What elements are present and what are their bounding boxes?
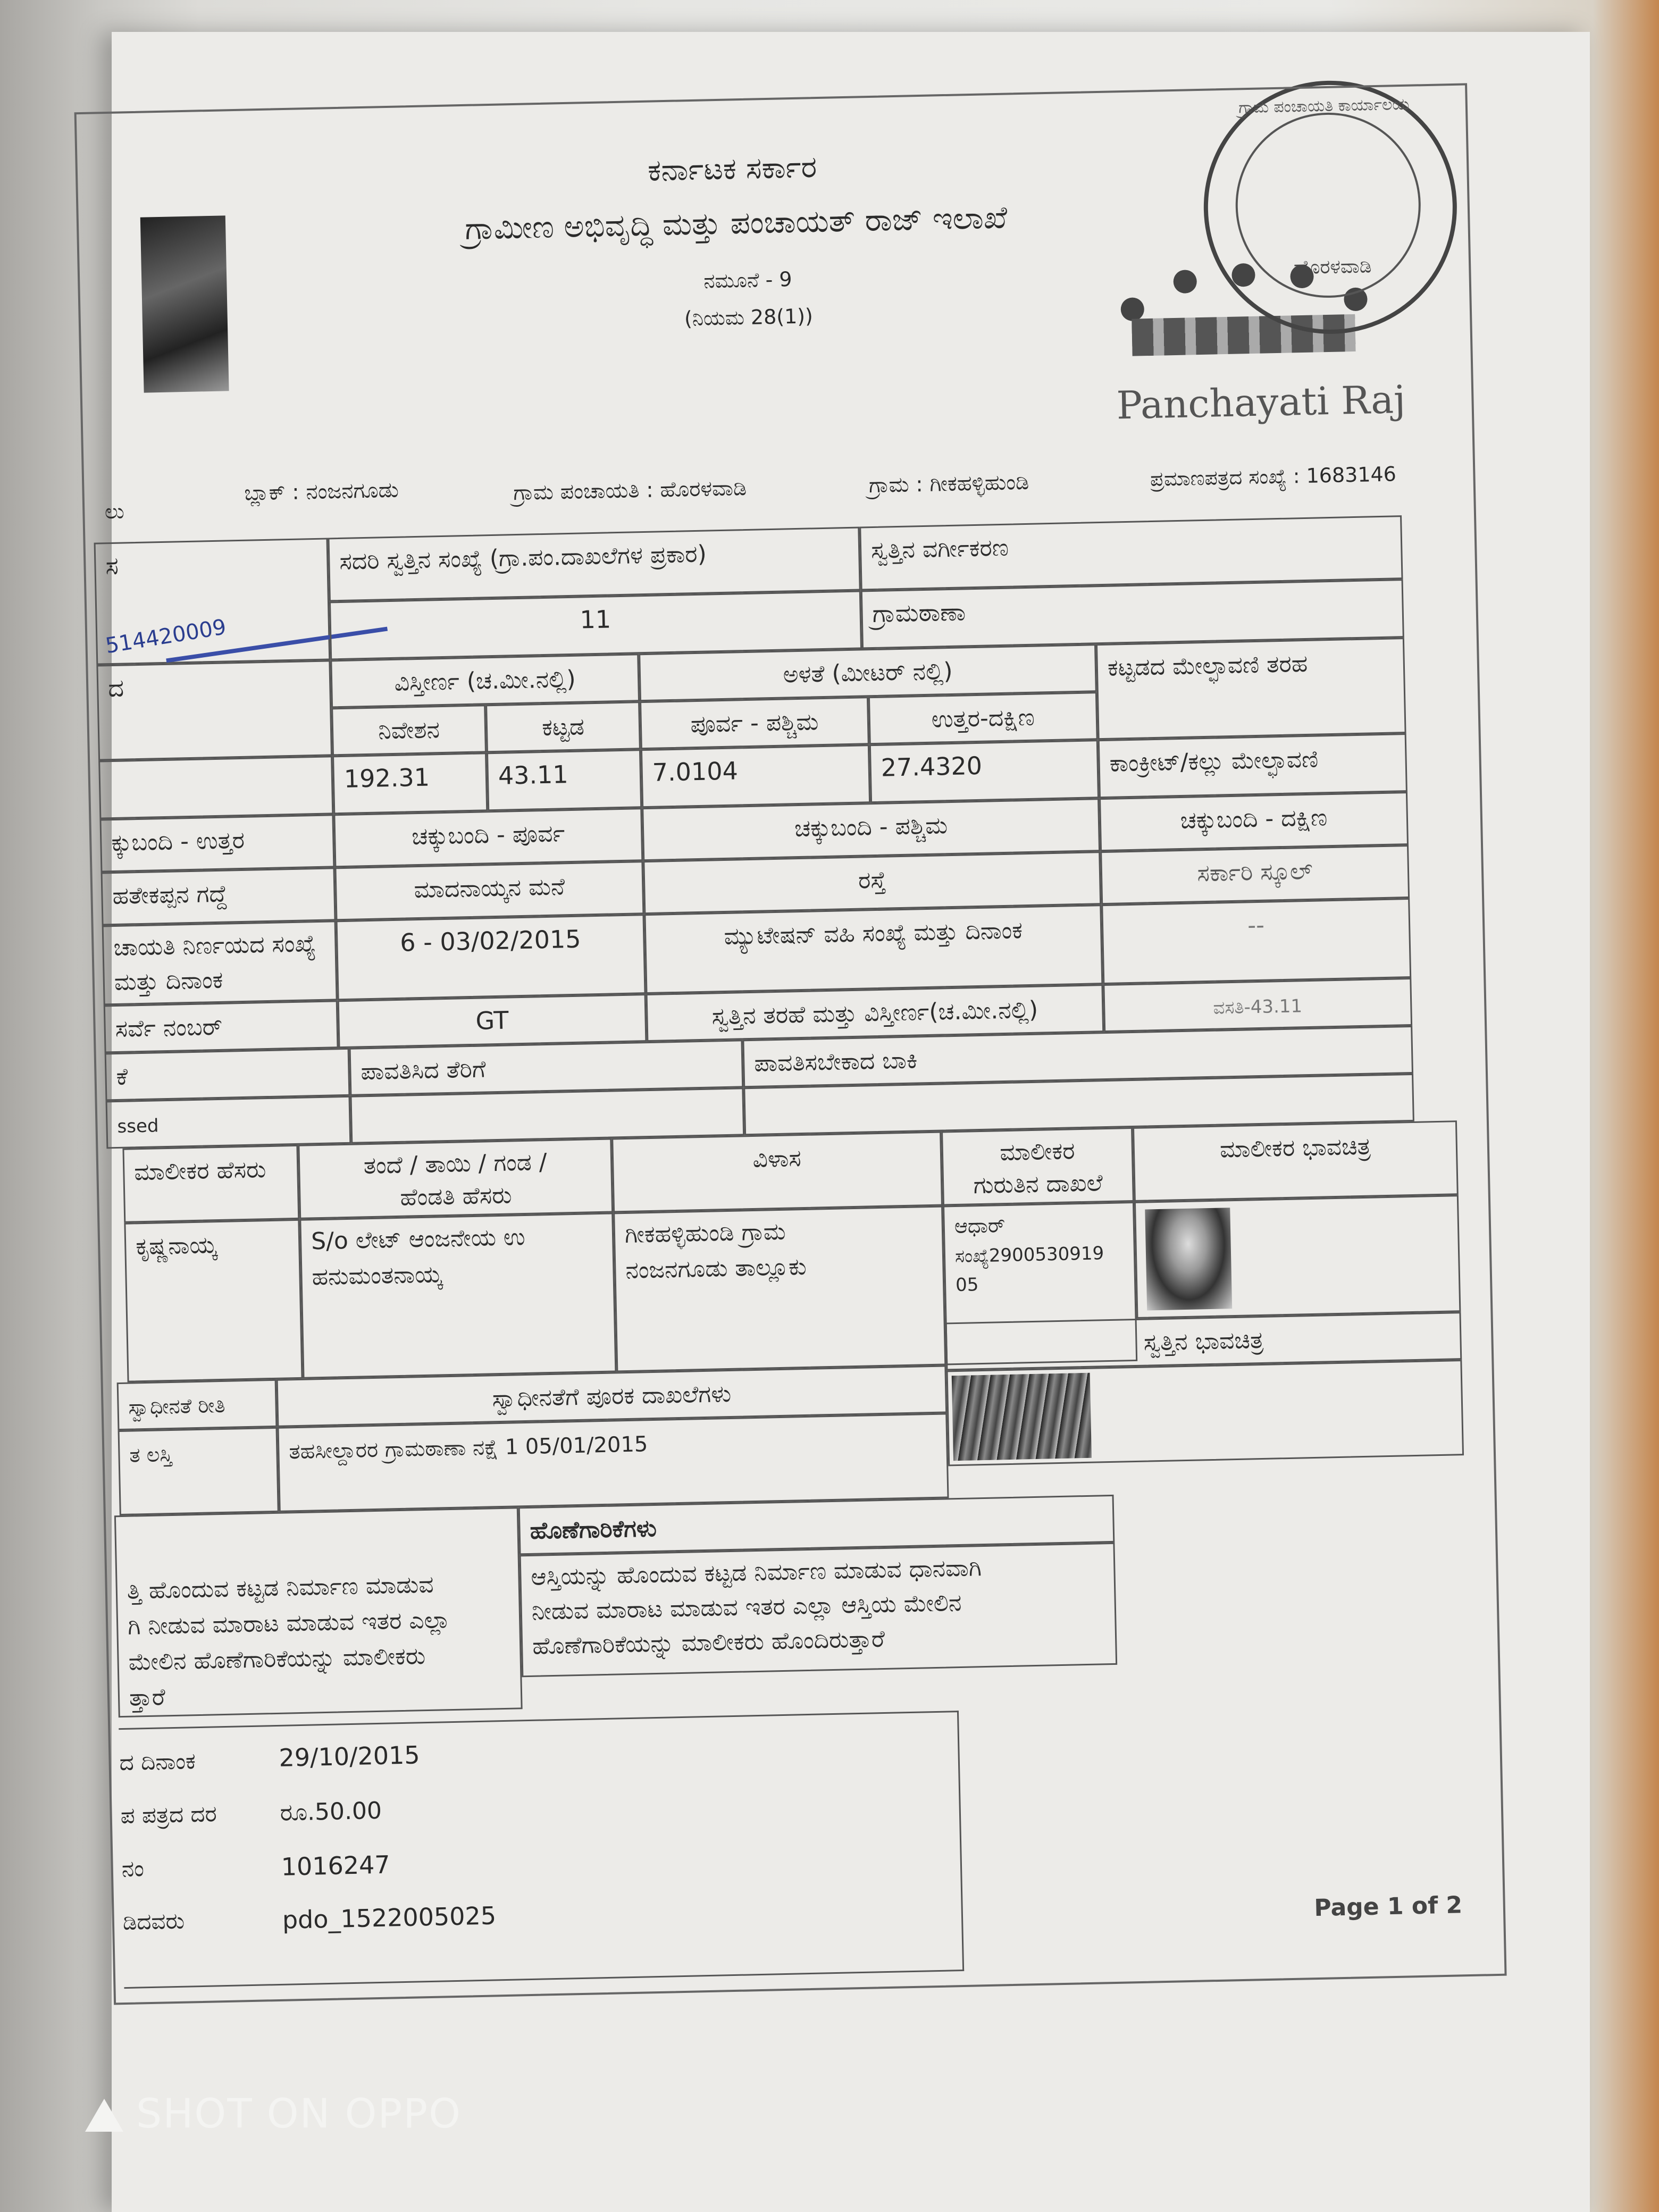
left-cut-text: ಲು xyxy=(104,499,125,524)
boundary-east-label-text: ಚಕ್ಕುಬಂದಿ - ಪೂರ್ವ xyxy=(411,820,565,851)
survey-value-text: GT xyxy=(475,1006,509,1035)
mutation-value-text: -- xyxy=(1247,911,1265,940)
page-number: Page 1 of 2 xyxy=(1313,1891,1463,1922)
ew-value-text: 7.0104 xyxy=(652,756,739,787)
footer-fee-label: ಪ ಪತ್ರದ ದರ xyxy=(120,1800,217,1829)
owner-name-label-text: ಮಾಲೀಕರ ಹೆಸರು xyxy=(133,1156,266,1186)
header-form: ನಮೂನೆ - 9 xyxy=(703,267,793,293)
liability-text-line2: ನೀಡುವ ಮಾರಾಟ ಮಾಡುವ ಇತರ ಎಲ್ಲಾ ಆಸ್ತಿಯ ಮೇಲಿನ xyxy=(531,1589,962,1626)
footer-no-label: ನಂ xyxy=(121,1855,145,1882)
oppo-logo-icon xyxy=(85,2099,123,2132)
liability-left-line1: ತ್ತಿ ಹೊಂದುವ ಕಟ್ಟಡ ನಿರ್ಮಾಣ ಮಾಡುವ xyxy=(127,1571,434,1605)
boundary-south-label-text: ಚಕ್ಕುಬಂದಿ - ದಕ್ಷಿಣ xyxy=(1180,804,1328,834)
owner-id-label-line1: ಮಾಲೀಕರ xyxy=(999,1137,1076,1167)
owner-name-text: ಕೃಷ್ಣನಾಯ್ಕ xyxy=(135,1231,217,1261)
site-value-text: 192.31 xyxy=(343,763,430,793)
info-block: ಬ್ಲಾಕ್ : ನಂಜನಗೂಡು xyxy=(244,477,399,506)
property-photo-label-text: ಸ್ವತ್ತಿನ ಭಾವಚಿತ್ರ xyxy=(1143,1326,1264,1356)
info-village: ಗ್ರಾಮ : ಗೀಕಹಳ್ಳಿಹುಂಡಿ xyxy=(868,470,1029,498)
owner-photo-label-text: ಮಾಲೀಕರ ಭಾವಚಿತ್ರ xyxy=(1219,1133,1371,1163)
header-govt: ಕರ್ನಾಟಕ ಸರ್ಕಾರ xyxy=(647,150,817,188)
outer-frame xyxy=(74,83,1507,2005)
property-no-label-text: ಸದರಿ ಸ್ವತ್ತಿನ ಸಂಖ್ಯೆ (ಗ್ರಾ.ಪಂ.ದಾಖಲೆಗಳ ಪ್ರಕಾರ) xyxy=(339,540,707,575)
liability-left-line4: ತ್ತಾರೆ xyxy=(129,1683,166,1712)
owner-id-label-line2: ಗುರುತಿನ ದಾಖಲೆ xyxy=(973,1169,1103,1200)
liability-text-line3: ಹೊಣೆಗಾರಿಕೆಯನ್ನು ಮಾಲೀಕರು ಹೊಂದಿರುತ್ತಾರೆ xyxy=(532,1625,885,1660)
ew-label-text: ಪೂರ್ವ - ಪಶ್ಚಿಮ xyxy=(690,708,819,739)
ns-value-text: 27.4320 xyxy=(881,751,983,782)
liability-left-line2: ಗಿ ನೀಡುವ ಮಾರಾಟ ಮಾಡುವ ಇತರ ಎಲ್ಲಾ xyxy=(127,1606,451,1640)
tax-left-1-text: ಕೆ xyxy=(116,1063,128,1091)
owner-id-line1: ಆಧಾರ್ xyxy=(954,1213,1006,1238)
possession-left-text: ತ ಲಸ್ತಿ xyxy=(129,1442,173,1467)
left-cut-d-text: ದ xyxy=(107,673,124,703)
survey-label-text: ಸರ್ವೆ ನಂಬರ್ xyxy=(115,1013,223,1043)
building-value-text: 43.11 xyxy=(498,760,569,790)
property-no-value-text: 11 xyxy=(579,605,611,634)
boundary-west-label-text: ಚಕ್ಕುಬಂದಿ - ಪಶ್ಚಿಮ xyxy=(794,812,948,843)
possession-value-text: ತಹಸೀಲ್ದಾರರ ಗ್ರಾಮಠಾಣಾ ನಕ್ಷೆ 1 05/01/2015 xyxy=(288,1432,648,1464)
footer-by-value: pdo_1522005025 xyxy=(282,1901,497,1934)
possession-mode-label-text: ಸ್ವಾಧೀನತೆ ರೀತಿ xyxy=(128,1393,225,1419)
owner-id-line2: ಸಂಖ್ಯೆ2900530919 xyxy=(954,1243,1104,1268)
seal-top-text: ಗ್ರಾಮ ಪಂಚಾಯತಿ ಕಾರ್ಯಾಲಯ xyxy=(1238,95,1410,118)
boundary-east-value-text: ಮಾದನಾಯ್ಕನ ಮನೆ xyxy=(414,873,565,904)
owner-address-line2: ನಂಜನಗೂಡು ತಾಲ್ಲೂಕು xyxy=(625,1253,807,1285)
liability-text-line1: ಆಸ್ತಿಯನ್ನು ಹೊಂದುವ ಕಟ್ಟಡ ನಿರ್ಮಾಣ ಮಾಡುವ ಧಾನವಾಗಿ xyxy=(530,1554,982,1591)
header-dept: ಗ್ರಾಮೀಣ ಅಭಿವೃದ್ಧಿ ಮತ್ತು ಪಂಚಾಯತ್ ರಾಜ್ ಇಲಾಖೆ xyxy=(464,199,1008,247)
header-rule: (ನಿಯಮ 28(1)) xyxy=(684,304,814,331)
property-type-value-text: ವಸತಿ-43.11 xyxy=(1213,995,1303,1019)
left-cut-s-text: ಸ xyxy=(105,551,119,581)
footer-fee-value: ರೂ.50.00 xyxy=(280,1797,382,1826)
tax-paid-label-text: ಪಾವತಿಸಿದ ತೆರಿಗೆ xyxy=(360,1055,486,1086)
panchayati-raj-text: Panchayati Raj xyxy=(1116,376,1406,428)
owner-parent-line1: S/o ಲೇಟ್ ಆಂಜನೇಯ ಉ xyxy=(311,1223,526,1255)
property-class-label-text: ಸ್ವತ್ತಿನ ವರ್ಗೀಕರಣ xyxy=(870,534,1009,565)
boundary-north-value-text: ಹತೇಕಪ್ಪನ ಗದ್ದೆ xyxy=(112,880,228,910)
tax-balance-label-text: ಪಾವತಿಸಬೇಕಾದ ಬಾಕಿ xyxy=(753,1046,918,1077)
property-id-left-text: 514420009 xyxy=(104,615,228,659)
owner-id-line3: 05 xyxy=(955,1274,979,1296)
owner-parent-label-line2: ಹೆಂಡತಿ ಹೆಸರು xyxy=(399,1182,512,1211)
property-type-label-text: ಸ್ವತ್ತಿನ ತರಹೆ ಮತ್ತು ವಿಸ್ತೀರ್ಣ(ಚ.ಮೀ.ನಲ್ಲಿ) xyxy=(711,996,1038,1030)
resolution-label-line2: ಮತ್ತು ದಿನಾಂಕ xyxy=(114,966,223,996)
watermark xyxy=(85,2090,462,2137)
resolution-value-text: 6 - 03/02/2015 xyxy=(399,924,582,957)
possession-docs-label-text: ಸ್ವಾಧೀನತೆಗೆ ಪೂರಕ ದಾಖಲೆಗಳು xyxy=(492,1380,732,1413)
mutation-label-text: ಮ್ಯುಟೇಷನ್ ವಹಿ ಸಂಖ್ಯೆ ಮತ್ತು ದಿನಾಂಕ xyxy=(724,917,1023,951)
site-label-text: ನಿವೇಶನ xyxy=(378,716,440,745)
liability-heading-text: ಹೊಣೆಗಾರಿಕೆಗಳು xyxy=(530,1514,657,1545)
watermark-text: SHOT ON OPPO xyxy=(136,2090,462,2137)
owner-address-line1: ಗೀಕಹಳ್ಳಿಹುಂಡಿ ಗ್ರಾಮ xyxy=(624,1218,786,1249)
info-gp: ಗ್ರಾಮ ಪಂಚಾಯತಿ : ಹೊರಳವಾಡಿ xyxy=(513,475,747,506)
owner-parent-line2: ಹನುಮಂತನಾಯ್ಕ xyxy=(312,1261,442,1291)
roof-value-text: ಕಾಂಕ್ರೀಟ್/ಕಲ್ಲು ಮೇಲ್ಛಾವಣಿ xyxy=(1109,745,1319,777)
liability-left-line3: ಮೇಲಿನ ಹೊಣೆಗಾರಿಕೆಯನ್ನು ಮಾಲೀಕರು xyxy=(128,1643,426,1676)
owner-parent-label-line1: ತಂದೆ / ತಾಯಿ / ಗಂಡ / xyxy=(363,1149,548,1180)
ns-label-text: ಉತ್ತರ-ದಕ್ಷಿಣ xyxy=(931,703,1035,733)
footer-date-value: 29/10/2015 xyxy=(278,1740,421,1772)
boundary-north-label-text: ಕ್ಕುಬಂದಿ - ಉತ್ತರ xyxy=(111,826,245,857)
footer-no-value: 1016247 xyxy=(281,1850,391,1881)
resolution-label-line1: ಚಾಯತಿ ನಿರ್ಣಯದ ಸಂಖ್ಯೆ xyxy=(113,930,316,962)
footer-date-label: ದ ದಿನಾಂಕ xyxy=(119,1748,196,1776)
property-class-value-text: ಗ್ರಾಮಠಾಣಾ xyxy=(872,597,966,629)
building-label-text: ಕಟ್ಟಡ xyxy=(541,713,585,742)
boundary-west-value-text: ರಸ್ತೆ xyxy=(858,866,886,894)
info-cert: ಪ್ರಮಾಣಪತ್ರದ ಸಂಖ್ಯೆ : 1683146 xyxy=(1150,462,1397,491)
roof-label-text: ಕಟ್ಟಡದ ಮೇಲ್ಛಾವಣಿ ತರಹ xyxy=(1107,650,1308,682)
footer-by-label: ಡಿದವರು xyxy=(122,1907,185,1936)
owner-address-label-text: ವಿಳಾಸ xyxy=(752,1145,802,1173)
seal-place-text: ಹೊರಳವಾಡಿ xyxy=(1293,255,1372,279)
tax-left-2-text: ssed xyxy=(117,1115,159,1137)
dim-label-text: ಅಳತೆ (ಮೀಟರ್ ನಲ್ಲಿ) xyxy=(782,657,953,689)
certificate-sheet xyxy=(106,92,1593,2047)
boundary-south-value-text: ಸರ್ಕಾರಿ ಸ್ಕೂಲ್ xyxy=(1196,857,1313,887)
area-label-text: ವಿಸ್ತೀರ್ಣ (ಚ.ಮೀ.ನಲ್ಲಿ) xyxy=(394,665,576,697)
